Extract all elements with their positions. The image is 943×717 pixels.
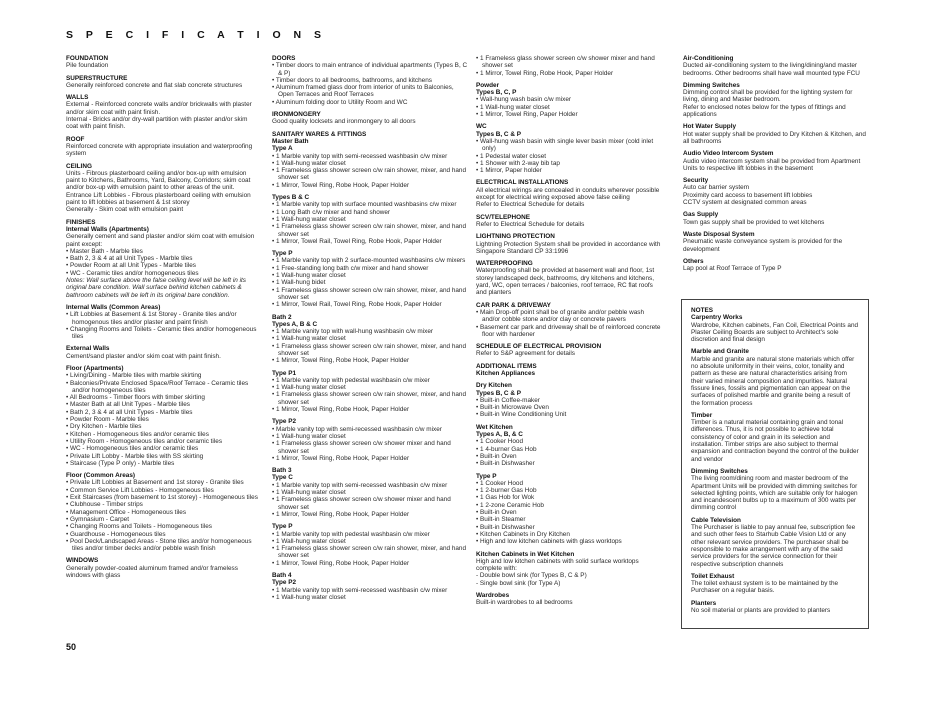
notes-section — [691, 517, 859, 568]
section-heading: Gas Supply — [683, 211, 719, 219]
spec-column-4 — [683, 55, 867, 277]
spec-bullet-item: • 1 Frameless glass shower screen c/w rain shower, mixer, and hand shower set — [272, 167, 467, 182]
spec-bullet-item: • Common Service Lift Lobbies - Homogeneous tiles — [66, 486, 214, 494]
spec-paragraph: Proximity card access to basement lift lobbies — [683, 191, 813, 199]
spec-bullet-item: • 1 Free-standing long bath c/w mixer and hand shower — [272, 264, 429, 272]
notes-section — [691, 600, 859, 615]
spec-bullet-item: • 1 2-zone Ceramic Hob — [476, 501, 544, 509]
notes-paragraph: Marble and granite are natural stone materials which offer no absolute uniformity in their veins, color, tonality and pattern as these are natural characteristics arising from their varied mineral composition and impurities. Natural fissure lines, fossils and pigmentation can appear on the surfaces of polished marble and granite being a result of the formation process — [691, 355, 855, 407]
spec-paragraph: Generally powder-coated aluminum framed and/or frameless windows with glass — [66, 564, 238, 579]
notes-section-heading: Planters — [691, 599, 717, 607]
section-heading: Wardrobes — [476, 592, 510, 599]
section-heading: WATERPROOFING — [476, 260, 533, 268]
spec-bullet-item: • 1 Frameless glass shower screen c/w rain shower, mixer, and hand shower set — [272, 286, 467, 301]
spec-bullet-item: • Kitchen Cabinets in Dry Kitchen — [476, 530, 570, 538]
section-heading: Internal Walls (Apartments) — [66, 225, 149, 233]
spec-section — [683, 211, 867, 226]
spec-paragraph: External - Reinforced concrete walls and/or brickwalls with plaster and/or skim coat with paint finish. — [66, 101, 252, 116]
spec-bullet-item: • Powder Room at all Unit Types - Marble tiles — [66, 262, 196, 270]
spec-paragraph: Generally cement and sand plaster and/or skim coat with emulsion paint except: — [66, 233, 255, 248]
spec-paragraph: Lap pool at Roof Terrace of Type P — [683, 265, 782, 273]
section-heading: Type P — [272, 523, 293, 531]
spec-section — [272, 370, 469, 414]
notes-paragraph: Timber is a natural material containing grain and tonal differences. Thus, it is not possible to achieve total consistency of color and grain in its selection and installation. Timber strips are also subject to thermal expansion and contraction beyond the control of the builder and vendor — [691, 419, 859, 463]
spec-section — [683, 150, 867, 172]
spec-bullet-item: • 1 Marble vanity top with semi-recessed washbasin c/w mixer — [272, 586, 448, 594]
section-heading: Security — [683, 177, 709, 185]
spec-paragraph: Ducted air-conditioning system to the living/dining/and master bedrooms. Other bedrooms shall have wall mounted type FCU — [683, 62, 860, 77]
spec-bullet-item: • 1 Cooker Hood — [476, 479, 523, 487]
spec-bullet-item: • 1 Wall-hung water closet — [272, 489, 346, 497]
spec-note-paragraph: Notes: Wall surface above the false ceiling level will be left in its original bare condition. Wall surface behind kitchen cabinets & bathroom cabinets will be left in its original bare condition. — [66, 277, 246, 299]
notes-section — [691, 348, 859, 406]
section-heading: Hot Water Supply — [683, 123, 737, 131]
spec-paragraph: Pile foundation — [66, 62, 109, 70]
notes-section-heading: Toilet Exhaust — [691, 572, 735, 580]
spec-bullet-item: • 1 Mirror, Towel Ring, Paper Holder — [476, 111, 578, 119]
spec-bullet-item: • 1 Marble vanity top with 2 surface-mounted washbasins c/w mixers — [272, 257, 466, 265]
notes-box — [681, 299, 869, 629]
spec-bullet-item: • Dry Kitchen - Marble tiles — [66, 423, 142, 431]
spec-paragraph: Town gas supply shall be provided to wet kitchens — [683, 218, 825, 226]
spec-paragraph: Auto car barrier system — [683, 184, 750, 192]
section-heading: SCHEDULE OF ELECTRICAL PROVISION — [476, 343, 602, 351]
spec-bullet-item: • Powder Room - Marble tiles — [66, 416, 149, 424]
spec-paragraph: Internal - Bricks and/or dry-wall partition with plaster and/or skim coat with paint finish. — [66, 116, 248, 131]
spec-section — [66, 55, 260, 70]
spec-bullet-item: • Marble vanity top with semi-recessed washbasin c/w mixer — [272, 425, 442, 433]
spec-section — [476, 473, 662, 546]
spec-section — [272, 523, 469, 567]
spec-bullet-item: • Exit Staircases (from basement to 1st storey) - Homogeneous tiles — [66, 494, 258, 502]
notes-section-heading: Timber — [691, 411, 713, 419]
section-heading: Kitchen Cabinets in Wet Kitchen — [476, 550, 575, 558]
section-heading: DOORS — [272, 55, 296, 62]
spec-section — [272, 55, 469, 106]
spec-section — [272, 250, 469, 308]
spec-bullet-item: • 1 Long Bath c/w mixer and hand shower — [272, 208, 391, 216]
notes-section-heading: Carpentry Works — [691, 314, 743, 322]
spec-bullet-item: • Bath 2, 3 & 4 at all Unit Types - Marble tiles — [66, 408, 193, 416]
spec-bullet-item: • 1 Wall-hung water closet — [272, 537, 346, 545]
spec-bullet-item: • 1 Frameless glass shower screen c/w rain shower, mixer, and hand shower set — [272, 223, 467, 238]
notes-paragraph: No soil material or plants are provided to planters — [691, 606, 831, 614]
spec-bullet-item: • 1 Marble vanity top with semi-recessed washbasin c/w mixer — [272, 481, 448, 489]
notes-title: NOTES — [691, 307, 714, 314]
spec-bullet-item: • Private Lift Lobby - Marble tiles with SS skirting — [66, 452, 204, 460]
spec-bullet-item: • Bath 2, 3 & 4 at all Unit Types - Marble tiles — [66, 255, 193, 263]
spec-paragraph: Refer to Electrical Schedule for details — [476, 220, 585, 228]
section-heading: Types A, B & C — [272, 320, 318, 328]
section-heading: Wet Kitchen — [476, 423, 513, 431]
notes-paragraph: Wardrobe, Kitchen cabinets, Fan Coil, Electrical Points and Plaster Ceiling Boards are subject to Architect's sole discretion and final design — [691, 321, 859, 344]
section-heading: Master Bath — [272, 137, 309, 145]
section-heading: Bath 2 — [272, 313, 292, 321]
page-title: S P E C I F I C A T I O N S — [66, 29, 327, 41]
section-heading: FOUNDATION — [66, 55, 109, 62]
section-heading: Kitchen Appliances — [476, 369, 536, 377]
spec-section — [272, 111, 469, 126]
spec-section — [683, 82, 867, 118]
spec-bullet-item: • 1 Marble vanity top with surface mounted washbasins c/w mixer — [272, 201, 457, 209]
spec-section — [66, 75, 260, 90]
notes-section — [691, 573, 859, 595]
spec-paragraph: Reinforced concrete with appropriate insulation and waterproofing system — [66, 142, 253, 158]
spec-bullet-item: • Private Lift Lobbies at Basement and 1st storey - Granite tiles — [66, 479, 244, 487]
section-heading: CEILING — [66, 162, 92, 170]
spec-bullet-item: • Gymnasium - Carpet — [66, 515, 129, 523]
notes-section-heading: Cable Television — [691, 516, 741, 524]
spec-bullet-item: • WC - Ceramic tiles and/or homogeneous tiles — [66, 269, 199, 277]
notes-section — [691, 468, 859, 512]
spec-bullet-item: • 1 Gas Hob for Wok — [476, 494, 535, 502]
spec-bullet-item: • 1 Marble vanity top with wall-hung washbasin c/w mixer — [272, 328, 434, 336]
section-heading: Types A, B, & C — [476, 431, 523, 439]
section-heading: FINISHES — [66, 218, 96, 226]
spec-section — [476, 302, 662, 338]
spec-bullet-item: • 1 Wall-hung bidet — [272, 279, 326, 287]
spec-bullet-item: • Built-in Microwave Oven — [476, 404, 549, 412]
spec-paragraph: Refer to enclosed notes below for the types of fittings and applications — [683, 103, 846, 119]
spec-bullet-item: • 1 Shower with 2-way bib tap — [476, 159, 560, 167]
spec-bullet-item: • Built-in Dishwasher — [476, 460, 535, 468]
spec-section — [66, 136, 260, 158]
spec-bullet-item: • 1 Wall-hung water closet — [272, 272, 346, 280]
spec-bullet-item: • Built-in Oven — [476, 509, 517, 517]
spec-section — [476, 424, 662, 468]
spec-paragraph: Good quality locksets and ironmongery to all doors — [272, 118, 416, 126]
spec-bullet-item: • High and low kitchen cabinets with glass worktops — [476, 538, 622, 546]
spec-section — [476, 214, 662, 229]
spec-bullet-item: • Management Office - Homogeneous tiles — [66, 508, 187, 516]
spec-paragraph: Cement/sand plaster and/or skim coat with paint finish. — [66, 352, 221, 360]
spec-bullet-item: • Utility Room - Homogeneous tiles and/or ceramic tiles — [66, 437, 223, 445]
spec-section — [683, 55, 867, 77]
spec-bullet-item: • 1 Frameless glass shower screen c/w shower mixer and hand shower set — [272, 496, 451, 511]
spec-bullet-item: • 1 Wall-hung water closet — [476, 103, 550, 111]
spec-bullet-item: • Built-in Oven — [476, 452, 517, 460]
section-heading: External Walls — [66, 345, 110, 353]
spec-bullet-item: • Built-in Steamer — [476, 516, 526, 524]
spec-paragraph: Pneumatic waste conveyance system is provided for the development — [683, 238, 843, 253]
spec-bullet-item: • Timber doors to all bedrooms, bathrooms, and kitchens — [272, 76, 432, 84]
notes-paragraph: The toilet exhaust system is to be maintained by the Purchaser on a regular basis. — [691, 580, 839, 595]
section-heading: WINDOWS — [66, 557, 99, 565]
spec-bullet-item: • 1 Frameless glass shower screen c/w rain shower, mixer, and hand shower set — [272, 391, 467, 406]
spec-bullet-item: • 1 Wall-hung water closet — [272, 159, 346, 167]
spec-paragraph: Generally reinforced concrete and flat slab concrete structures — [66, 81, 243, 89]
spec-bullet-item: • 1 Pedestal water closet — [476, 152, 547, 160]
spec-section — [66, 472, 260, 552]
spec-bullet-item: • 1 Mirror, Towel Ring, Robe Hook, Paper Holder — [272, 559, 410, 567]
spec-bullet-item: • 1 Marble vanity top with semi-recessed washbasin c/w mixer — [272, 152, 448, 160]
section-heading: Type C — [272, 474, 293, 482]
spec-section — [476, 363, 662, 378]
spec-bullet-item: • All Bedrooms - Timber floors with timber skirting — [66, 394, 205, 402]
spec-section — [476, 233, 662, 255]
section-heading: Waste Disposal System — [683, 230, 755, 238]
notes-section-heading: Dimming Switches — [691, 467, 748, 475]
spec-bullet-item: • Lift Lobbies at Basement & 1st Storey - Granite tiles and/or homogenous tiles and/or plaster and paint finish — [66, 311, 237, 326]
spec-paragraph: Dimming control shall be provided for the lighting system for living, dining and Master bedroom. — [683, 89, 853, 104]
section-heading: ROOF — [66, 135, 85, 143]
spec-bullet-item: • Main Drop-off point shall be of granite and/or pebble wash and/or cobble stone and/or clay or concrete pavers — [476, 308, 645, 324]
spec-bullet-item: • 1 Mirror, Paper holder — [476, 167, 542, 175]
section-heading: Others — [683, 257, 704, 265]
spec-section — [272, 572, 469, 601]
spec-section — [476, 592, 662, 607]
spec-bullet-item: • Guardhouse - Homogeneous tiles — [66, 530, 166, 538]
spec-paragraph: Hot water supply shall be provided to Dry Kitchen & Kitchen, and all bathrooms — [683, 130, 866, 145]
notes-paragraph: The living room/dining room and master bedroom of the Apartment Units will be provided with dimming switches for selected lighting points, which are suitable only for halogen and incandescent bulbs up to a maximum of 300 watts per dimming control — [691, 475, 858, 512]
spec-bullet-item: • 1 2-burner Gas Hob — [476, 487, 537, 495]
spec-section — [272, 418, 469, 462]
spec-bullet-item: • 1 Marble vanity top with pedestal washbasin c/w mixer — [272, 376, 430, 384]
spec-bullet-item: • 1 Marble vanity top with pedestal washbasin c/w mixer — [272, 530, 430, 538]
spec-bullet-item: • Staircase (Type P only) - Marble tiles — [66, 459, 175, 467]
spec-bullet-item: • Built-in Wine Conditioning Unit — [476, 411, 567, 419]
spec-bullet-item: • Kitchen - Homogeneous tiles and/or ceramic tiles — [66, 430, 209, 438]
section-heading: Powder — [476, 81, 500, 89]
spec-paragraph: Refer to Electrical Schedule for details — [476, 201, 585, 209]
section-heading: LIGHTNING PROTECTION — [476, 233, 555, 241]
spec-paragraph: Lightning Protection System shall be provided in accordance with Singapore Standard CP 33:1996 — [476, 240, 661, 255]
section-heading: Type P2 — [272, 579, 297, 587]
spec-bullet-item: • 1 Frameless glass shower screen c/w rain shower, mixer, and hand shower set — [272, 342, 467, 357]
spec-paragraph: Entrance Lift Lobbies - Fibrous plasterboard ceiling with emulsion paint to lift lobbies at basement & 1st storey — [66, 191, 251, 207]
section-heading: CAR PARK & DRIVEWAY — [476, 301, 551, 309]
spec-section — [66, 94, 260, 130]
notes-section-heading: Marble and Granite — [691, 348, 749, 356]
section-heading: Types B, C & P — [476, 130, 521, 138]
section-heading: Type A — [272, 145, 293, 153]
spec-dash-item: - Single bowl sink (for Type A) — [476, 579, 561, 587]
spec-column-1 — [66, 55, 260, 584]
spec-section — [66, 163, 260, 214]
spec-bullet-item: • 1 Mirror, Towel Ring, Robe Hook, Paper Holder — [476, 69, 614, 77]
spec-bullet-item: • Wall-hung wash basin with single lever basin mixer (cold inlet only) — [476, 137, 654, 153]
spec-bullet-item: • 1 Frameless glass shower screen c/w shower mixer and hand shower set — [272, 440, 451, 455]
spec-bullet-item: • Changing Rooms and Toilets - Homogeneous tiles — [66, 523, 212, 531]
spec-section — [476, 382, 662, 418]
notes-paragraph: The Purchaser is liable to pay annual fee, subscription fee and such other fees to Starhub Cable Vision Ltd or any other relevant service providers. The purchaser shall be responsible to make arrangement with any of the said service providers for the service connection for their respective subscription channels — [691, 524, 856, 568]
spec-section — [272, 131, 469, 189]
spec-bullet-item: • Master Bath - Marble tiles — [66, 247, 143, 255]
spec-paragraph: Audio video intercom system shall be provided from Apartment Units to respective lift lobbies in the basement — [683, 157, 861, 172]
section-heading: Type P2 — [272, 418, 297, 426]
section-heading: Bath 4 — [272, 572, 292, 579]
section-heading: Types B, C & P — [476, 389, 521, 397]
spec-bullet-item: • 1 Wall-hung water closet — [272, 593, 346, 601]
spec-paragraph: Generally - Skim coat with emulsion paint — [66, 206, 184, 214]
section-heading: Dry Kitchen — [476, 382, 512, 390]
spec-bullet-item: • Pool Deck/Landscaped Areas - Stone tiles and/or homogeneous tiles and/or timber decks and/or pebble wash finish — [66, 537, 252, 553]
section-heading: Types B & C — [272, 194, 310, 202]
spec-paragraph: High and low kitchen cabinets with solid surface worktops complete with: — [476, 557, 639, 573]
spec-section — [683, 231, 867, 253]
spec-section — [476, 123, 662, 174]
spec-bullet-item: • Master Bath at all Unit Types - Marble tiles — [66, 401, 190, 409]
spec-bullet-item: • Basement car park and driveway shall be of reinforced concrete floor with hardener — [476, 323, 661, 338]
spec-section — [683, 177, 867, 206]
section-heading: Air-Conditioning — [683, 55, 734, 62]
spec-bullet-item: • Clubhouse - Timber strips — [66, 501, 143, 509]
section-heading: Type P1 — [272, 369, 297, 377]
section-heading: Audio Video Intercom System — [683, 150, 774, 158]
notes-section — [691, 412, 859, 463]
spec-paragraph: All electrical wirings are concealed in conduits wherever possible except for electrical wiring exposed above false ceiling — [476, 186, 660, 202]
section-heading: Type P — [476, 472, 497, 480]
spec-bullet-item: • 1 Wall-hung water closet — [272, 335, 346, 343]
spec-bullet-item: • 1 Mirror, Towel Rail, Towel Ring, Robe Hook, Paper Holder — [272, 237, 442, 245]
spec-section — [476, 260, 662, 296]
spec-paragraph: CCTV system at designated common areas — [683, 199, 807, 207]
spec-bullet-item: • Living/Dining - Marble tiles with marble skirting — [66, 372, 202, 380]
spec-bullet-item: • Timber doors to main entrance of individual apartments (Types B, C & P) — [272, 62, 468, 77]
section-heading: WALLS — [66, 94, 89, 102]
spec-section — [66, 345, 260, 360]
spec-bullet-item: • 1 Wall-hung water closet — [272, 384, 346, 392]
section-heading: Type P — [272, 250, 293, 258]
spec-bullet-item: • 1 Mirror, Towel Ring, Robe Hook, Paper Holder — [272, 510, 410, 518]
spec-bullet-item: • 1 Mirror, Towel Ring, Robe Hook, Paper Holder — [272, 181, 410, 189]
spec-bullet-item: • Built-in Coffee-maker — [476, 396, 540, 404]
spec-bullet-item: • 1 4-burner Gas Hob — [476, 445, 537, 453]
spec-bullet-item: • 1 Cooker Hood — [476, 438, 523, 446]
spec-section — [66, 365, 260, 467]
spec-bullet-item: • 1 Mirror, Towel Ring, Robe Hook, Paper Holder — [272, 454, 410, 462]
spec-bullet-item: • Aluminum framed glass door from interior of units to Balconies, Open Terraces and Roof Terraces — [272, 84, 454, 99]
section-heading: IRONMONGERY — [272, 111, 321, 119]
spec-section — [683, 258, 867, 273]
spec-bullet-item: • 1 Mirror, Towel Rail, Towel Ring, Robe Hook, Paper Holder — [272, 301, 442, 309]
section-heading: Bath 3 — [272, 467, 292, 475]
section-heading: ADDITIONAL ITEMS — [476, 362, 537, 370]
spec-bullet-item: • Built-in Dishwasher — [476, 523, 535, 531]
spec-paragraph: Built-in wardrobes to all bedrooms — [476, 599, 573, 607]
spec-bullet-item: • WC - Homogeneous tiles and/or ceramic tiles — [66, 445, 199, 453]
spec-paragraph: Refer to S&P agreement for details — [476, 350, 575, 358]
spec-section — [66, 557, 260, 579]
notes-section — [691, 314, 859, 343]
spec-section — [683, 123, 867, 145]
section-heading: SANITARY WARES & FITTINGS — [272, 130, 367, 138]
spec-bullet-item: • 1 Wall-hung water closet — [272, 215, 346, 223]
spec-section — [272, 314, 469, 365]
section-heading: Types B, C, P — [476, 89, 517, 97]
section-heading: WC — [476, 123, 487, 131]
section-heading: SUPERSTRUCTURE — [66, 74, 128, 82]
spec-bullet-item: • 1 Frameless glass shower screen c/w rain shower, mixer, and hand shower set — [272, 545, 467, 560]
spec-section — [476, 179, 662, 208]
spec-bullet-item: • 1 Mirror, Towel Ring, Robe Hook, Paper Holder — [272, 406, 410, 414]
spec-section — [476, 551, 662, 587]
spec-section — [66, 219, 260, 299]
spec-column-3 — [476, 55, 662, 612]
section-heading: Floor (Apartments) — [66, 364, 124, 372]
spec-paragraph: Waterproofing shall be provided at basement wall and floor, 1st storey landscaped deck, bathrooms, dry kitchens and kitchens, yard, WC, open terraces / balconies, roof terrace, RC flat roofs and planters — [476, 267, 655, 297]
spec-bullet-item: • 1 Wall-hung water closet — [272, 432, 346, 440]
section-heading: Internal Walls (Common Areas) — [66, 303, 161, 311]
spec-section — [66, 304, 260, 340]
section-heading: ELECTRICAL INSTALLATIONS — [476, 179, 569, 187]
section-heading: Floor (Common Areas) — [66, 472, 135, 480]
section-heading: SCV/TELEPHONE — [476, 213, 530, 221]
spec-column-2 — [272, 55, 469, 606]
spec-section — [476, 55, 662, 77]
spec-bullet-item: • Balconies/Private Enclosed Space/Roof Terrace - Ceramic tiles and/or homogeneous tiles — [66, 379, 249, 394]
spec-section — [476, 343, 662, 358]
spec-section — [272, 467, 469, 518]
page-number: 50 — [66, 642, 77, 652]
spec-bullet-item: • 1 Mirror, Towel Ring, Robe Hook, Paper Holder — [272, 357, 410, 365]
spec-dash-item: - Double bowl sink (for Types B, C & P) — [476, 572, 587, 580]
spec-section — [272, 194, 469, 245]
section-heading: Dimming Switches — [683, 81, 740, 89]
spec-bullet-item: • 1 Frameless glass shower screen c/w shower mixer and hand shower set — [476, 55, 655, 70]
spec-bullet-item: • Aluminum folding door to Utility Room and WC — [272, 98, 408, 106]
spec-bullet-item: • Wall-hung wash basin c/w mixer — [476, 96, 572, 104]
spec-section — [476, 82, 662, 118]
spec-paragraph: Units - Fibrous plasterboard ceiling and/or box-up with emulsion paint to Kitchens, Bathrooms, Yard, Balcony, Corridors; skim coat and/or box-up with emulsion paint to other areas of the unit. — [66, 169, 251, 192]
spec-bullet-item: • Changing Rooms and Toilets - Ceramic tiles and/or homogeneous tiles — [66, 325, 257, 341]
